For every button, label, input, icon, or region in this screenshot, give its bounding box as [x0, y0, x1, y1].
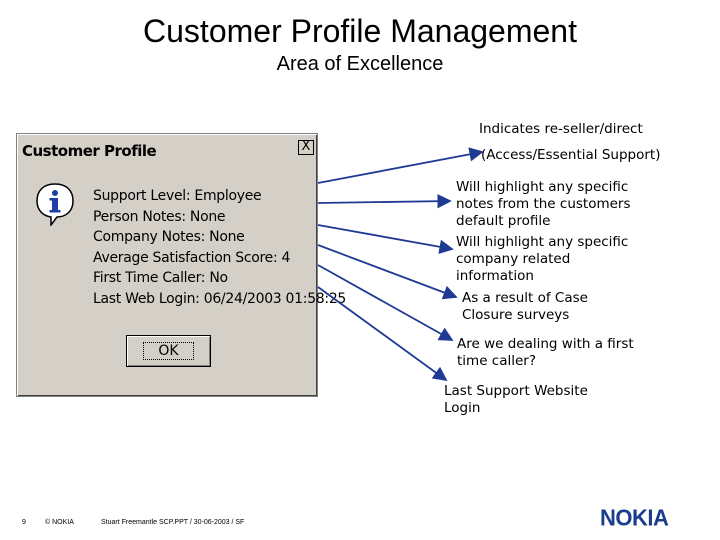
note-line: information	[456, 268, 534, 284]
first-time-caller-line: First Time Caller: No	[93, 270, 228, 286]
note-line: Login	[444, 400, 481, 416]
slide-title: Customer Profile Management	[143, 13, 577, 49]
arrow-company-notes	[318, 225, 452, 249]
note-last-login	[444, 383, 588, 417]
support-level-line: Support Level: Employee	[93, 188, 262, 204]
close-button[interactable]: X	[298, 140, 314, 155]
ok-button-label: OK	[143, 342, 193, 360]
note-satisfaction	[462, 290, 588, 324]
note-person-notes	[456, 179, 631, 230]
note-reseller: Indicates re-seller/direct	[479, 121, 643, 137]
note-line: default profile	[456, 213, 551, 229]
page-number: 9	[22, 519, 26, 526]
note-line: Last Support Website	[444, 383, 588, 399]
note-line: Closure surveys	[462, 307, 570, 323]
arrow-person-notes	[318, 201, 450, 203]
note-line: time caller?	[457, 353, 537, 369]
footer-copyright: © NOKIA	[45, 519, 74, 526]
note-line: Are we dealing with a first	[457, 336, 634, 352]
person-notes-line: Person Notes: None	[93, 208, 226, 225]
note-line: As a result of Case	[462, 290, 588, 306]
note-company-notes	[456, 234, 628, 285]
last-web-login-line: Last Web Login: 06/24/2003 01:58:25	[93, 290, 347, 307]
dialog-title: Customer Profile	[22, 142, 157, 160]
note-line: Will highlight any specific	[456, 179, 629, 195]
note-first-time	[457, 336, 634, 370]
note-support: (Access/Essential Support)	[481, 147, 661, 163]
company-notes-line: Company Notes: None	[93, 229, 245, 245]
satisfaction-score-line: Average Satisfaction Score: 4	[93, 249, 291, 266]
note-line: company related	[456, 251, 571, 267]
note-line: Will highlight any specific	[456, 234, 629, 250]
footer-file-info: Stuart Freemantle SCP.PPT / 30-06-2003 / SF	[101, 519, 245, 526]
note-line: notes from the customers	[456, 196, 631, 212]
arrow-satisfaction	[318, 245, 456, 297]
slide-subtitle: Area of Excellence	[276, 53, 444, 75]
nokia-logo: NOKIA	[600, 504, 669, 531]
